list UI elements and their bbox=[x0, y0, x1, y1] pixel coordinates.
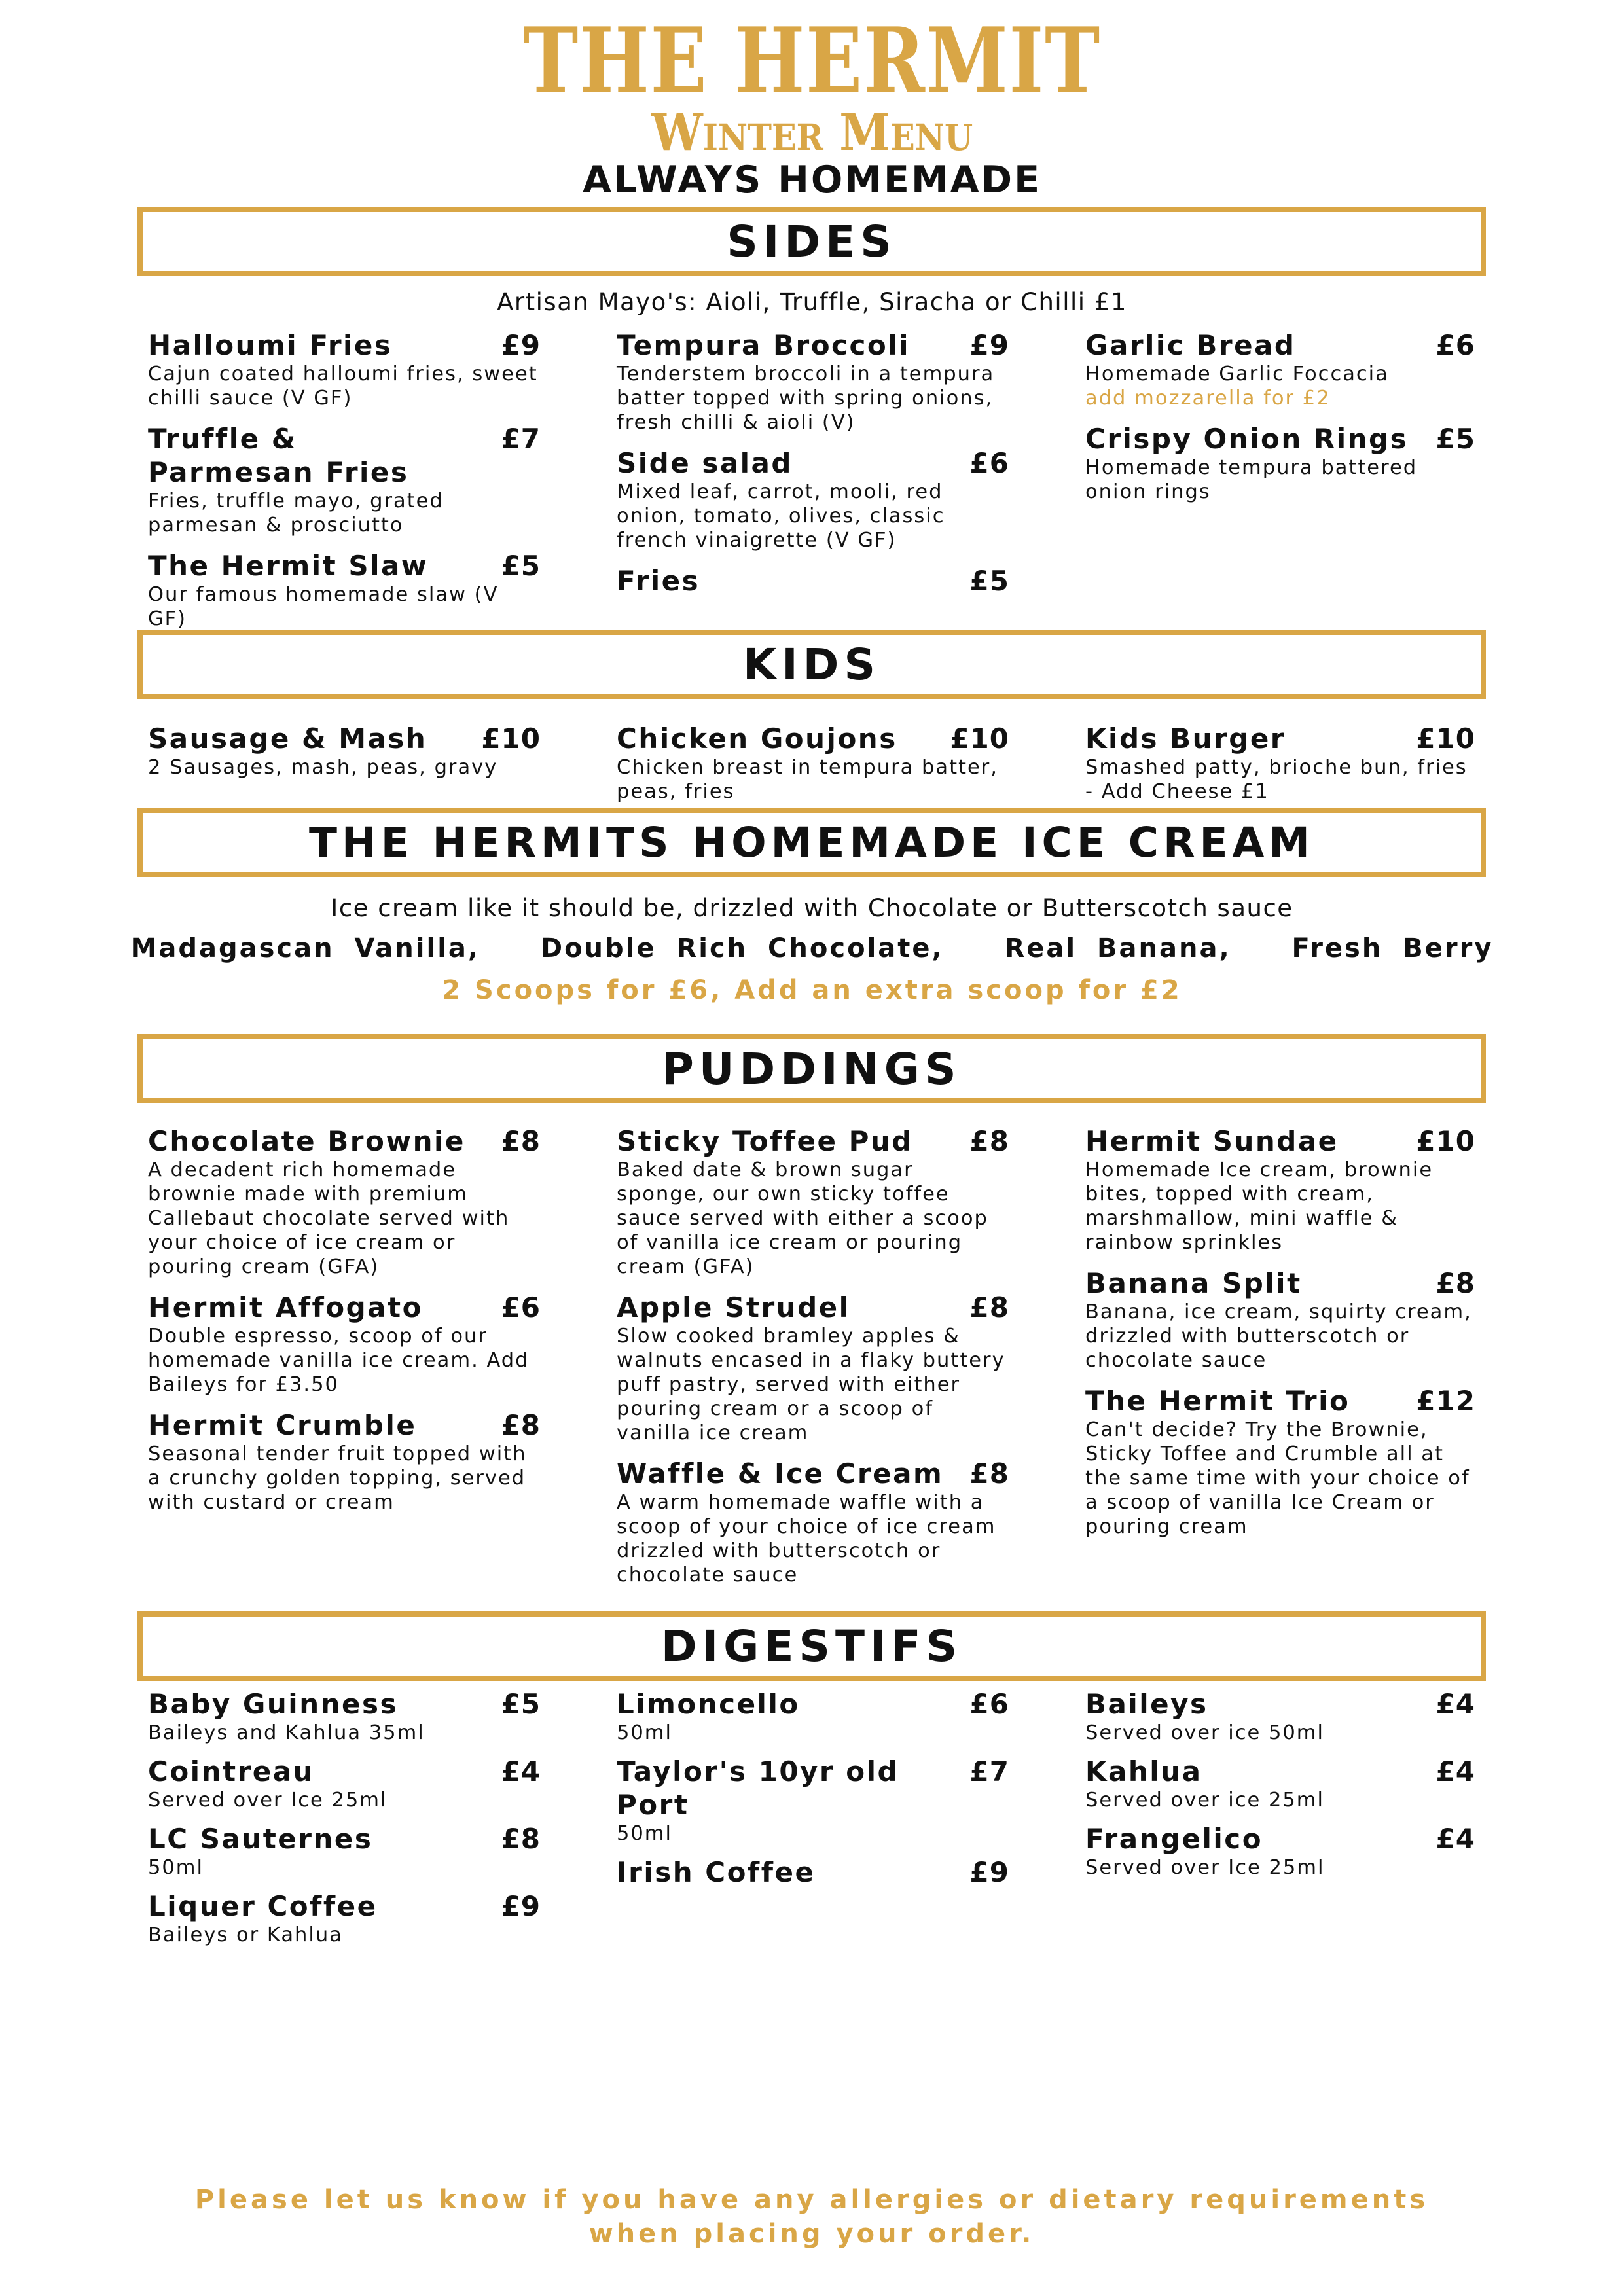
item-price: £8 bbox=[501, 1125, 541, 1157]
item-description: Served over Ice 25ml bbox=[1085, 1856, 1325, 1879]
allergy-notice: Please let us know if you have any allergies or dietary requirements when placing your order. bbox=[194, 2185, 1429, 2249]
menu-item bbox=[148, 722, 541, 780]
item-price: £7 bbox=[501, 423, 541, 455]
item-name: Chicken Goujons bbox=[617, 723, 897, 755]
menu-item bbox=[1085, 1755, 1475, 1812]
item-name: Limoncello bbox=[617, 1688, 800, 1720]
item-price: £10 bbox=[950, 723, 1009, 755]
item-description: Mixed leaf, carrot, mooli, red onion, tomato, olives, classic french vinaigrette (V GF) bbox=[617, 480, 945, 552]
item-description: Served over ice 50ml bbox=[1085, 1721, 1324, 1744]
item-name: Hermit Affogato bbox=[148, 1291, 423, 1323]
menu-item bbox=[148, 1687, 541, 1745]
item-name: Apple Strudel bbox=[617, 1291, 850, 1323]
digestifs-column-3 bbox=[1085, 1687, 1475, 1880]
item-price: £9 bbox=[969, 329, 1009, 361]
item-price: £10 bbox=[1416, 723, 1475, 755]
item-price: £10 bbox=[481, 723, 541, 755]
menu-item bbox=[617, 1124, 1009, 1279]
item-name: Hermit Crumble bbox=[148, 1409, 417, 1441]
item-name: Cointreau bbox=[148, 1755, 314, 1787]
menu-item bbox=[617, 1457, 1009, 1587]
item-name: Hermit Sundae bbox=[1085, 1125, 1339, 1157]
menu-item bbox=[1085, 1124, 1475, 1255]
item-description: Chicken breast in tempura batter, peas, fries bbox=[617, 756, 998, 803]
item-price: £10 bbox=[1416, 1125, 1475, 1157]
digestifs-heading-box bbox=[137, 1611, 1486, 1681]
item-description: 2 Sausages, mash, peas, gravy bbox=[148, 756, 498, 779]
sides-column-3 bbox=[1085, 329, 1475, 504]
item-name: Halloumi Fries bbox=[148, 329, 393, 361]
item-price: £4 bbox=[501, 1755, 541, 1787]
item-name: Irish Coffee bbox=[617, 1856, 816, 1888]
item-addon: add mozzarella for £2 bbox=[1085, 387, 1331, 410]
item-price: £5 bbox=[1435, 423, 1475, 455]
puddings-column-3 bbox=[1085, 1124, 1475, 1539]
item-description: Baileys or Kahlua bbox=[148, 1924, 343, 1946]
menu-item bbox=[1085, 722, 1475, 804]
puddings-heading-box bbox=[137, 1034, 1486, 1103]
menu-item bbox=[1085, 1822, 1475, 1880]
item-price: £8 bbox=[969, 1291, 1009, 1323]
sides-column-2 bbox=[617, 329, 1009, 598]
menu-item bbox=[148, 1408, 541, 1515]
item-description: 50ml bbox=[148, 1856, 204, 1879]
item-description: Homemade Ice cream, brownie bites, topped with cream, marshmallow, mini waffle & rainbow sprinkles bbox=[1085, 1158, 1434, 1254]
item-price: £8 bbox=[969, 1125, 1009, 1157]
item-price: £12 bbox=[1416, 1385, 1475, 1417]
item-price: £4 bbox=[1435, 1755, 1475, 1787]
sides-note: Artisan Mayo's: Aioli, Truffle, Siracha or Chilli £1 bbox=[497, 288, 1127, 316]
item-description: Homemade tempura battered onion rings bbox=[1085, 456, 1418, 503]
item-price: £8 bbox=[1435, 1267, 1475, 1299]
item-price: £6 bbox=[1435, 329, 1475, 361]
item-description: Banana, ice cream, squirty cream, drizzled with butterscotch or chocolate sauce bbox=[1085, 1300, 1472, 1372]
item-name: Crispy Onion Rings bbox=[1085, 423, 1409, 455]
menu-item bbox=[148, 549, 541, 631]
puddings-column-1 bbox=[148, 1124, 541, 1515]
item-name: The Hermit Slaw bbox=[148, 550, 429, 582]
item-price: £5 bbox=[969, 565, 1009, 597]
item-description: Smashed patty, brioche bun, fries - Add Cheese £1 bbox=[1085, 756, 1468, 803]
item-description: Served over Ice 25ml bbox=[148, 1789, 388, 1812]
item-description: Our famous homemade slaw (V GF) bbox=[148, 583, 499, 630]
item-price: £8 bbox=[969, 1458, 1009, 1490]
sides-heading-box bbox=[137, 207, 1486, 276]
item-name: Tempura Broccoli bbox=[617, 329, 910, 361]
item-name: Chocolate Brownie bbox=[148, 1125, 465, 1157]
item-name: LC Sauternes bbox=[148, 1823, 373, 1855]
menu-item bbox=[1085, 329, 1475, 410]
menu-item bbox=[1085, 1266, 1475, 1372]
item-price: £5 bbox=[501, 1688, 541, 1720]
item-description: Double espresso, scoop of our homemade vanilla ice cream. Add Baileys for £3.50 bbox=[148, 1325, 530, 1396]
menu-item bbox=[617, 1856, 1009, 1889]
menu-item bbox=[617, 446, 1009, 552]
digestifs-heading: DIGESTIFS bbox=[660, 1621, 963, 1672]
menu-item bbox=[148, 1890, 541, 1947]
menu-item bbox=[1085, 1687, 1475, 1745]
item-name: Sticky Toffee Pud bbox=[617, 1125, 913, 1157]
menu-item bbox=[1085, 422, 1475, 504]
tagline: ALWAYS HOMEMADE bbox=[582, 158, 1042, 202]
item-description: Baked date & brown sugar sponge, our own sticky toffee sauce served with either a scoop of vanilla ice cream or pouring cream (GFA) bbox=[617, 1158, 988, 1278]
item-description: Seasonal tender fruit topped with a crunchy golden topping, served with custard or cream bbox=[148, 1443, 527, 1514]
item-price: £6 bbox=[969, 1688, 1009, 1720]
icecream-heading-box bbox=[137, 808, 1486, 877]
menu-item bbox=[617, 564, 1009, 598]
kids-column-2 bbox=[617, 722, 1009, 804]
item-price: £6 bbox=[501, 1291, 541, 1323]
puddings-heading: PUDDINGS bbox=[662, 1043, 962, 1094]
restaurant-title: THE HERMIT bbox=[523, 7, 1101, 114]
item-name: Kahlua bbox=[1085, 1755, 1202, 1787]
item-description: Homemade Garlic Foccacia bbox=[1085, 363, 1389, 386]
kids-heading: KIDS bbox=[742, 639, 881, 690]
item-name: Truffle & Parmesan Fries bbox=[148, 423, 409, 488]
item-price: £4 bbox=[1435, 1823, 1475, 1855]
item-description: 50ml bbox=[617, 1721, 672, 1744]
item-price: £4 bbox=[1435, 1688, 1475, 1720]
icecream-price: 2 Scoops for £6, Add an extra scoop for £2 bbox=[442, 975, 1182, 1005]
icecream-heading: THE HERMITS HOMEMADE ICE CREAM bbox=[309, 818, 1314, 867]
item-name: The Hermit Trio bbox=[1085, 1385, 1350, 1417]
menu-subtitle: Winter Menu bbox=[651, 103, 973, 162]
item-name: Liquer Coffee bbox=[148, 1890, 378, 1922]
item-description: Fries, truffle mayo, grated parmesan & prosciutto bbox=[148, 490, 444, 537]
menu-item bbox=[617, 1291, 1009, 1445]
icecream-flavours: Madagascan Vanilla, Double Rich Chocolate, Real Banana, Fresh Berry bbox=[130, 933, 1494, 963]
menu-item bbox=[148, 1124, 541, 1279]
icecream-note: Ice cream like it should be, drizzled with Chocolate or Butterscotch sauce bbox=[331, 894, 1293, 922]
item-description: Slow cooked bramley apples & walnuts encased in a flaky buttery puff pastry, served with either pouring cream or a scoop of vanilla ice cream bbox=[617, 1325, 1005, 1444]
item-price: £5 bbox=[501, 550, 541, 582]
kids-heading-box bbox=[137, 630, 1486, 699]
item-price: £7 bbox=[969, 1755, 1009, 1787]
menu-item bbox=[617, 1687, 1009, 1745]
menu-item bbox=[148, 1755, 541, 1812]
item-description: A decadent rich homemade brownie made with premium Callebaut chocolate served with your choice of ice cream or pouring cream (GFA) bbox=[148, 1158, 510, 1278]
puddings-column-2 bbox=[617, 1124, 1009, 1587]
item-price: £8 bbox=[501, 1823, 541, 1855]
menu-item bbox=[148, 1822, 541, 1880]
item-description: Can't decide? Try the Brownie, Sticky Toffee and Crumble all at the same time with your choice of a scoop of vanilla Ice Cream or pouring cream bbox=[1085, 1418, 1470, 1538]
item-name: Fries bbox=[617, 565, 700, 597]
menu-item bbox=[148, 329, 541, 410]
item-name: Frangelico bbox=[1085, 1823, 1263, 1855]
digestifs-column-2 bbox=[617, 1687, 1009, 1889]
item-name: Sausage & Mash bbox=[148, 723, 427, 755]
menu-item bbox=[148, 422, 541, 537]
menu-item bbox=[617, 722, 1009, 804]
kids-column-1 bbox=[148, 722, 541, 780]
item-price: £9 bbox=[501, 1890, 541, 1922]
item-description: A warm homemade waffle with a scoop of your choice of ice cream drizzled with butterscotch or chocolate sauce bbox=[617, 1491, 996, 1587]
kids-column-3 bbox=[1085, 722, 1475, 804]
menu-item bbox=[617, 329, 1009, 435]
item-name: Taylor's 10yr old Port bbox=[617, 1755, 899, 1821]
item-description: Served over ice 25ml bbox=[1085, 1789, 1324, 1812]
item-description: Baileys and Kahlua 35ml bbox=[148, 1721, 425, 1744]
item-description: 50ml bbox=[617, 1822, 672, 1845]
item-description: Tenderstem broccoli in a tempura batter topped with spring onions, fresh chilli & aioli (V) bbox=[617, 363, 995, 434]
menu-item bbox=[1085, 1384, 1475, 1539]
item-name: Kids Burger bbox=[1085, 723, 1286, 755]
sides-heading: SIDES bbox=[727, 216, 897, 267]
item-price: £9 bbox=[969, 1856, 1009, 1888]
menu-item bbox=[148, 1291, 541, 1397]
item-name: Baileys bbox=[1085, 1688, 1208, 1720]
menu-item bbox=[617, 1755, 1009, 1846]
sides-column-1 bbox=[148, 329, 541, 631]
item-name: Baby Guinness bbox=[148, 1688, 398, 1720]
item-price: £8 bbox=[501, 1409, 541, 1441]
item-name: Garlic Bread bbox=[1085, 329, 1296, 361]
item-price: £6 bbox=[969, 447, 1009, 479]
digestifs-column-1 bbox=[148, 1687, 541, 1947]
item-name: Side salad bbox=[617, 447, 793, 479]
item-name: Waffle & Ice Cream bbox=[617, 1458, 944, 1490]
item-price: £9 bbox=[501, 329, 541, 361]
item-description: Cajun coated halloumi fries, sweet chilli sauce (V GF) bbox=[148, 363, 538, 410]
item-name: Banana Split bbox=[1085, 1267, 1302, 1299]
